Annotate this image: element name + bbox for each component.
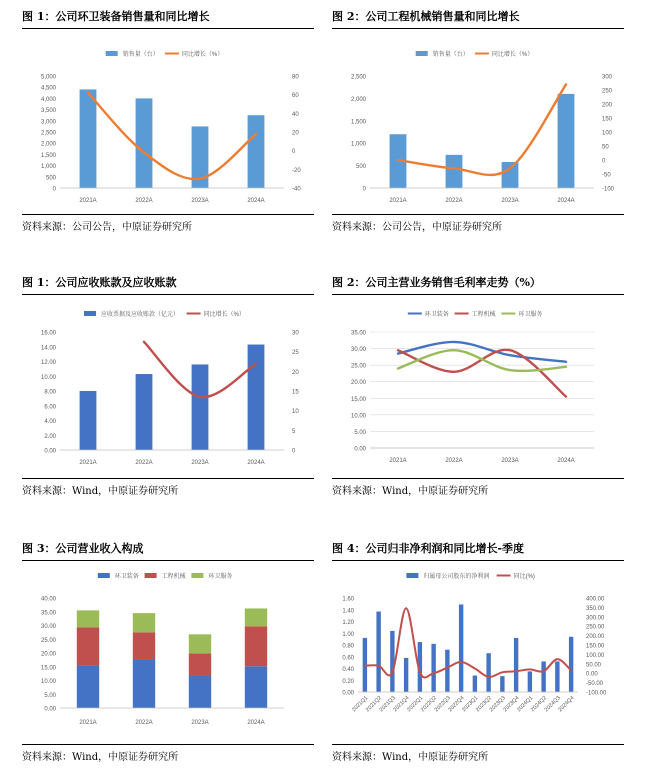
bar (459, 604, 463, 692)
right-tick-label: 0 (292, 149, 296, 156)
stacked-bar-segment (189, 654, 211, 676)
x-tick-label: 2021A (389, 458, 407, 464)
legend-swatch (416, 51, 428, 56)
legend-label: 同比(%) (513, 574, 535, 580)
panel-title: 图 1：公司应收账款及应收账款 (22, 276, 177, 289)
panel-title: 图 3：公司营业收入构成 (22, 542, 144, 555)
stacked-bar-segment (77, 627, 99, 665)
left-tick-label: 30.00 (40, 624, 56, 630)
left-tick-label: 20.00 (40, 651, 56, 658)
legend-label: 应收票据及应收账款（亿元） (101, 312, 180, 318)
x-tick-label: 2023A (191, 460, 209, 466)
left-tick-label: 15.00 (40, 665, 56, 672)
source-rule (332, 478, 624, 479)
x-tick-label: 2022Q4 (447, 695, 466, 714)
legend-label: 环卫装备 (424, 312, 449, 318)
title-rule (22, 560, 314, 561)
x-tick-label: 2021A (389, 198, 407, 204)
right-tick-label: -20 (292, 167, 301, 174)
bar (486, 653, 490, 692)
left-tick-label: 0.00 (44, 706, 56, 713)
right-tick-label: 0.00 (586, 671, 598, 678)
title-rule (22, 294, 314, 295)
right-tick-label: 5 (292, 428, 296, 435)
source-note: 资料来源：公司公告，中原证券研究所 (332, 222, 502, 233)
legend-label: 工程机械 (471, 312, 496, 318)
panel-title: 图 4：公司归非净利润和同比增长-季度 (332, 542, 525, 555)
x-tick-label: 2022Q3 (433, 695, 452, 714)
x-tick-label: 2024Q2 (529, 695, 549, 714)
bar (528, 671, 532, 692)
x-tick-label: 2021Q4 (392, 695, 411, 714)
left-tick-label: 2,500 (350, 74, 366, 81)
bar (446, 155, 463, 188)
left-tick-label: 0 (362, 186, 366, 193)
left-tick-label: 4.00 (44, 419, 56, 425)
left-tick-label: 0.60 (342, 655, 354, 662)
legend-label: 销售量（台） (432, 52, 469, 58)
source-rule (22, 214, 314, 215)
left-tick-label: 3,500 (40, 108, 56, 115)
left-tick-label: 20.00 (350, 380, 366, 387)
bar (502, 162, 519, 188)
bar (431, 644, 435, 692)
left-tick-label: 0 (52, 186, 56, 193)
title-rule (332, 28, 624, 29)
x-tick-label: 2022A (445, 198, 463, 204)
stacked-bar-segment (245, 608, 267, 626)
bar (558, 94, 575, 188)
left-tick-label: 1.00 (342, 631, 354, 638)
series-line (365, 608, 571, 677)
left-tick-label: 1.40 (342, 608, 354, 615)
left-tick-label: 2.00 (44, 433, 56, 440)
left-tick-label: 25.00 (350, 363, 366, 370)
x-tick-label: 2021Q2 (364, 695, 384, 714)
x-tick-label: 2023Q2 (474, 695, 494, 714)
right-tick-label: 10 (292, 409, 299, 416)
panel-title: 图 2：公司工程机械销售量和同比增长 (332, 10, 520, 23)
x-tick-label: 2024A (247, 198, 265, 204)
panel-1 (22, 8, 314, 238)
x-tick-label: 2022A (135, 460, 153, 466)
left-tick-label: 35.00 (350, 330, 366, 337)
bar (80, 391, 97, 450)
source-rule (22, 744, 314, 745)
series-line (398, 350, 566, 371)
bar (445, 650, 449, 692)
legend-label: 同比增长（%） (203, 312, 245, 318)
left-tick-label: 15.00 (350, 396, 366, 403)
legend-swatch (84, 311, 96, 316)
legend-label: 环卫装备 (114, 574, 139, 580)
right-tick-label: 200 (602, 102, 613, 109)
right-tick-label: -100.00 (586, 690, 607, 697)
x-tick-label: 2022A (445, 458, 463, 464)
left-tick-label: 5.00 (354, 429, 366, 436)
x-tick-label: 2023Q3 (488, 695, 507, 714)
right-tick-label: 300 (602, 74, 613, 81)
title-rule (22, 28, 314, 29)
left-tick-label: 12.00 (40, 360, 56, 366)
left-tick-label: 4,500 (40, 85, 56, 92)
stacked-bar-segment (133, 613, 155, 632)
right-tick-label: 50.00 (586, 662, 602, 669)
right-tick-label: 30 (292, 330, 299, 337)
x-tick-label: 2021Q1 (351, 695, 370, 714)
right-tick-label: 0 (292, 448, 296, 455)
left-tick-label: 500 (45, 175, 56, 182)
right-tick-label: 300.00 (586, 615, 605, 622)
chart-gross-margin-trend (332, 298, 624, 476)
source-note: 资料来源：公司公告，中原证券研究所 (22, 222, 192, 233)
series-line (398, 84, 566, 175)
left-tick-label: 1.20 (342, 620, 354, 626)
x-tick-label: 2021Q3 (378, 695, 397, 714)
x-tick-label: 2024Q4 (557, 695, 576, 714)
right-tick-label: 150 (602, 116, 613, 123)
right-tick-label: 400.00 (586, 596, 605, 603)
bar (80, 89, 97, 188)
source-rule (22, 478, 314, 479)
left-tick-label: 0.40 (342, 667, 354, 673)
left-tick-label: 3,000 (40, 119, 56, 126)
x-tick-label: 2024Q3 (543, 695, 562, 714)
chart-environment-equipment-sales (22, 32, 314, 212)
left-tick-label: 0.00 (44, 448, 56, 455)
left-tick-label: 2,500 (40, 130, 56, 137)
x-tick-label: 2024A (557, 458, 575, 464)
x-tick-label: 2023Q1 (461, 695, 480, 714)
x-tick-label: 2023Q4 (502, 695, 521, 714)
bar (136, 98, 153, 188)
legend-label: 环卫服务 (518, 312, 543, 318)
left-tick-label: 5,000 (40, 74, 56, 81)
right-tick-label: -100 (602, 186, 615, 193)
right-tick-label: 250 (602, 88, 613, 95)
stacked-bar-segment (189, 634, 211, 653)
left-tick-label: 500 (355, 164, 366, 171)
bar (248, 115, 265, 188)
left-tick-label: 2,000 (40, 141, 56, 148)
left-tick-label: 1,500 (350, 119, 366, 126)
left-tick-label: 4,000 (40, 96, 56, 103)
left-tick-label: 0.00 (342, 690, 354, 697)
legend-label: 同比增长（%） (491, 52, 534, 58)
left-tick-label: 5.00 (44, 692, 56, 699)
panel-6 (332, 540, 624, 766)
x-tick-label: 2023A (501, 458, 519, 464)
legend-swatch (145, 573, 157, 578)
panel-2 (332, 8, 624, 238)
chart-engineering-machinery-sales (332, 32, 624, 212)
right-tick-label: 350.00 (586, 605, 605, 612)
x-tick-label: 2021A (79, 460, 97, 466)
source-note: 资料来源：Wind，中原证券研究所 (332, 752, 489, 763)
left-tick-label: 1,000 (40, 164, 56, 171)
left-tick-label: 14.00 (40, 345, 56, 352)
bar (192, 364, 209, 450)
chart-quarterly-net-profit (332, 564, 624, 742)
stacked-bar-segment (245, 666, 267, 708)
left-tick-label: 25.00 (40, 637, 56, 644)
source-note: 资料来源：Wind，中原证券研究所 (22, 486, 179, 497)
left-tick-label: 16.00 (40, 330, 56, 337)
legend-label: 销售量（台） (122, 52, 159, 58)
left-tick-label: 1.60 (342, 596, 354, 603)
x-tick-label: 2024A (557, 198, 575, 204)
left-tick-label: 10.00 (350, 413, 366, 420)
right-tick-label: 0 (602, 158, 606, 165)
stacked-bar-segment (77, 665, 99, 708)
series-line (88, 93, 256, 179)
right-tick-label: -40 (292, 186, 301, 193)
left-tick-label: 35.00 (40, 610, 56, 617)
left-tick-label: 1,500 (40, 152, 56, 159)
bar (248, 345, 265, 450)
x-tick-label: 2023A (191, 720, 209, 726)
left-tick-label: 0.00 (354, 446, 366, 453)
x-tick-label: 2022Q1 (406, 695, 425, 714)
bar (390, 631, 394, 692)
legend-label: 归属母公司股东的净利润 (423, 574, 490, 580)
right-tick-label: 40 (292, 111, 299, 118)
x-tick-label: 2024Q1 (516, 695, 535, 714)
legend-label: 同比增长（%） (181, 52, 224, 58)
x-tick-label: 2023A (501, 198, 519, 204)
right-tick-label: 150.00 (586, 643, 605, 650)
left-tick-label: 2,000 (350, 96, 366, 103)
legend-swatch (98, 573, 110, 578)
right-tick-label: 20 (292, 130, 299, 137)
x-tick-label: 2024A (247, 460, 265, 466)
legend-swatch (191, 573, 203, 578)
legend-label: 工程机械 (161, 574, 186, 580)
left-tick-label: 40.00 (40, 596, 56, 603)
right-tick-label: 60 (292, 93, 299, 100)
x-tick-label: 2021A (79, 198, 97, 204)
right-tick-label: -50.00 (586, 681, 604, 688)
bar (136, 374, 153, 450)
bar (569, 637, 573, 692)
right-tick-label: 25 (292, 350, 299, 357)
x-tick-label: 2022A (135, 720, 153, 726)
right-tick-label: -50 (602, 172, 611, 179)
panel-5 (22, 540, 314, 766)
bar (404, 658, 408, 692)
x-tick-label: 2023A (191, 198, 209, 204)
bar (514, 638, 518, 692)
stacked-bar-segment (133, 632, 155, 659)
source-note: 资料来源：Wind，中原证券研究所 (22, 752, 179, 763)
panel-title: 图 1：公司环卫装备销售量和同比增长 (22, 10, 210, 23)
right-tick-label: 250.00 (586, 624, 605, 631)
title-rule (332, 560, 624, 561)
left-tick-label: 0.20 (342, 678, 354, 685)
bar (376, 612, 380, 692)
right-tick-label: 100 (602, 130, 613, 137)
right-tick-label: 50 (602, 144, 609, 151)
title-rule (332, 294, 624, 295)
bar (555, 661, 559, 692)
stacked-bar-segment (133, 659, 155, 708)
source-rule (332, 214, 624, 215)
left-tick-label: 10.00 (40, 374, 56, 381)
x-tick-label: 2022A (135, 198, 153, 204)
stacked-bar-segment (245, 626, 267, 666)
left-tick-label: 8.00 (44, 389, 56, 396)
bar (473, 676, 477, 692)
chart-revenue-composition (22, 564, 314, 742)
x-tick-label: 2024A (247, 720, 265, 726)
x-tick-label: 2021A (79, 720, 97, 726)
source-note: 资料来源：Wind，中原证券研究所 (332, 486, 489, 497)
left-tick-label: 1,000 (350, 141, 366, 148)
legend-swatch (406, 573, 418, 578)
panel-title: 图 2：公司主营业务销售毛利率走势（%） (332, 276, 541, 289)
right-tick-label: 80 (292, 74, 299, 81)
right-tick-label: 15 (292, 389, 299, 396)
stacked-bar-segment (77, 610, 99, 627)
right-tick-label: 100.00 (586, 652, 605, 659)
source-rule (332, 744, 624, 745)
left-tick-label: 0.80 (342, 643, 354, 650)
legend-label: 环卫服务 (208, 574, 233, 580)
bar (500, 676, 504, 692)
stacked-bar-segment (189, 676, 211, 708)
right-tick-label: 20 (292, 369, 299, 376)
bar (541, 661, 545, 692)
chart-accounts-receivable (22, 298, 314, 476)
x-tick-label: 2022Q2 (419, 695, 439, 714)
right-tick-label: 200.00 (586, 634, 605, 641)
left-tick-label: 6.00 (44, 404, 56, 411)
panel-3 (22, 274, 314, 500)
left-tick-label: 30.00 (350, 347, 366, 354)
left-tick-label: 10.00 (40, 679, 56, 685)
legend-swatch (106, 51, 118, 56)
panel-4 (332, 274, 624, 500)
